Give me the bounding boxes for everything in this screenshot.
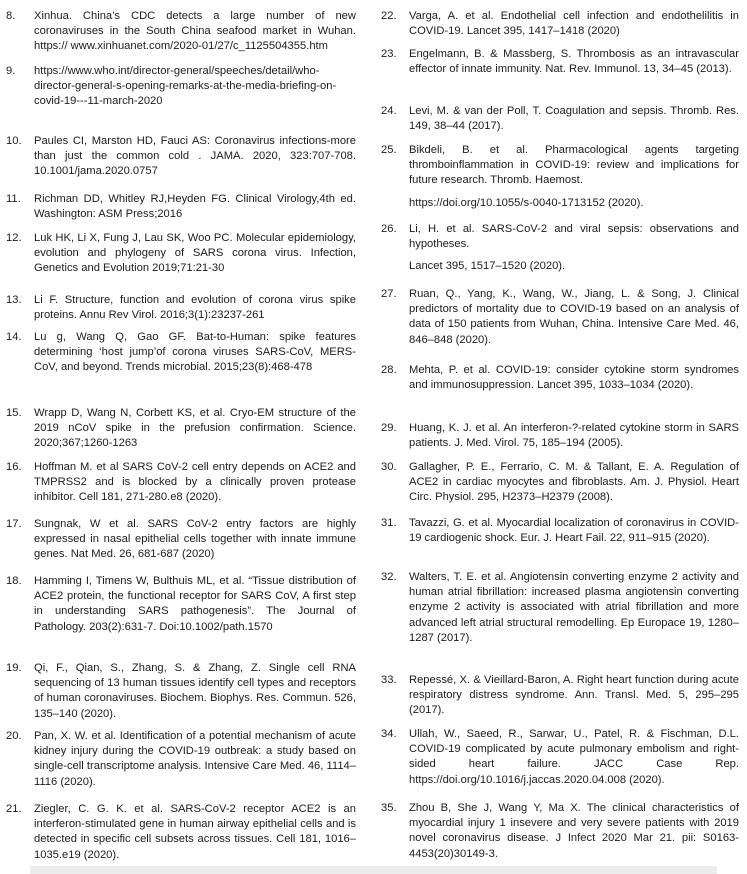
- reference-item: [6, 574, 356, 635]
- reference-item: [6, 293, 356, 323]
- reference-number: 29.: [381, 422, 397, 434]
- reference-number: 13.: [6, 294, 22, 306]
- reference-number: 10.: [6, 135, 22, 147]
- reference-number: 15.: [6, 407, 22, 419]
- reference-number: 35.: [381, 802, 397, 814]
- reference-text: Luk HK, Li X, Fung J, Lau SK, Woo PC. Molecular epidemiology, evolution and phylogeny of SARS corona virus. Infection, Genetics and Evolution 2019;71:21-30: [34, 232, 356, 275]
- reference-item: [381, 222, 739, 275]
- reference-item: [381, 9, 739, 39]
- reference-number: 11.: [6, 193, 21, 205]
- reference-number: 33.: [381, 674, 397, 686]
- reference-number: 16.: [6, 461, 22, 473]
- reference-number: 18.: [6, 575, 22, 587]
- reference-text: Engelmann, B. & Massberg, S. Thrombosis as an intravascular effector of innate immunity. Nat. Rev. Immunol. 13, 34–45 (2013).: [409, 48, 739, 76]
- reference-text: Hoffman M. et al SARS CoV-2 cell entry depends on ACE2 and TMPRSS2 and is blocked by a clinically proven protease inhibitor. Cell 181, 271-280.e8 (2020).: [34, 461, 356, 504]
- reference-text: Lu g, Wang Q, Gao GF. Bat-to-Human: spike features determining ‘host jump’of corona viruses SARS-CoV, MERS-CoV, and beyond. Trends microbial. 2015;23(8):468-478: [34, 331, 356, 374]
- reference-text: Gallagher, P. E., Ferrario, C. M. & Tallant, E. A. Regulation of ACE2 in cardiac myocytes and fibroblasts. Am. J. Physiol. Heart Circ. Physiol. 295, H2373–H2379 (2008).: [409, 461, 739, 504]
- reference-text: https://www.who.int/director-general/speeches/detail/who-director-general-s-opening-remarks-at-the-media-briefing-on-covid-19---11-march-2020: [34, 65, 337, 108]
- reference-item: [6, 406, 356, 452]
- reference-text: Bikdeli, B. et al. Pharmacological agents targeting thromboinflammation in COVID-19: review and implications for future research. Thromb. Haemost.: [409, 144, 739, 187]
- reference-number: 17.: [6, 518, 22, 530]
- reference-item: [6, 231, 356, 277]
- reference-text: Sungnak, W et al. SARS CoV-2 entry factors are highly expressed in nasal epithelial cells together with innate immune genes. Nat Med. 26, 681-687 (2020): [34, 518, 356, 561]
- reference-item: [381, 363, 739, 393]
- reference-text: Lancet 395, 1517–1520 (2020).: [409, 260, 566, 273]
- reference-item: [6, 729, 356, 790]
- reference-item: [381, 421, 739, 451]
- reference-item: [381, 287, 739, 348]
- reference-item: [381, 460, 739, 506]
- reference-number: 34.: [381, 728, 397, 740]
- reference-number: 14.: [6, 331, 22, 343]
- bottom-scroll-bar[interactable]: [30, 866, 717, 874]
- reference-item: [381, 104, 739, 134]
- reference-text: Li F. Structure, function and evolution of corona virus spike proteins. Annu Rev Virol. 2016;3(1):23237-261: [34, 294, 356, 322]
- reference-text: Ullah, W., Saeed, R., Sarwar, U., Patel, R. & Fischman, D.L. COVID-19 complicated by acute pulmonary embolism and right-sided heart failure. JACC Case Rep. https://doi.org/10.1016/j.jaccas.2020.04.008 (2020).: [409, 728, 739, 786]
- reference-text: Zhou B, She J, Wang Y, Ma X. The clinical characteristics of myocardial injury 1 insevere and very severe patients with 2019 novel coronavirus disease. J Infect 2020 Mar 21. pii: S0163-4453(20)30149-3.: [409, 802, 739, 860]
- reference-number: 31.: [381, 517, 397, 529]
- reference-text: Paules CI, Marston HD, Fauci AS: Coronavirus infections-more than just the common cold . JAMA. 2020, 323:707-708. 10.1001/jama.2020.0757: [34, 135, 356, 178]
- reference-text: Repessé, X. & Vieillard-Baron, A. Right heart function during acute respiratory distress syndrome. Ann. Transl. Med. 5, 295–295 (2017).: [409, 674, 739, 717]
- reference-text: Hamming I, Timens W, Bulthuis ML, et al. “Tissue distribution of ACE2 protein, the functional receptor for SARS CoV, A first step in understanding SARS pathogenesis”. The Journal of Pathology. 203(2):631-7. Doi:10.1002/path.1570: [34, 575, 356, 633]
- reference-number: 32.: [381, 571, 397, 583]
- reference-number: 23.: [381, 48, 397, 60]
- reference-item: [6, 460, 356, 506]
- reference-item: [6, 802, 356, 863]
- reference-item: [6, 134, 356, 180]
- reference-text: Walters, T. E. et al. Angiotensin converting enzyme 2 activity and human atrial fibrillation: increased plasma angiotensin converting enzyme 2 activity is associated with atrial fibrillation and more advanced left atrial structural remodelling. Ep Europace 19, 1280–1287 (2017).: [409, 571, 739, 644]
- reference-number: 21.: [6, 803, 22, 815]
- reference-item: [6, 192, 356, 222]
- reference-item: [381, 801, 739, 862]
- reference-number: 22.: [381, 10, 397, 22]
- reference-item: [6, 64, 356, 110]
- reference-text: Richman DD, Whitley RJ,Heyden FG. Clinical Virology,4th ed. Washington: ASM Press;2016: [34, 193, 356, 221]
- reference-item: [6, 9, 356, 55]
- reference-text: Mehta, P. et al. COVID-19: consider cytokine storm syndromes and immunosuppression. Lancet 395, 1033–1034 (2020).: [409, 364, 739, 392]
- reference-text: Xinhua. China’s CDC detects a large number of new coronaviruses in the South China seafood market in Wuhan. https:// www.xinhuanet.com/2020-01/27/c_1125504355.htm: [34, 10, 356, 53]
- reference-text: Varga, A. et al. Endothelial cell infection and endothelilitis in COVID-19. Lancet 395, 1417–1418 (2020): [409, 10, 739, 38]
- reference-number: 9.: [6, 65, 16, 77]
- reference-item: [6, 330, 356, 376]
- reference-item: [381, 673, 739, 719]
- reference-number: 26.: [381, 223, 397, 235]
- reference-number: 28.: [381, 364, 397, 376]
- reference-text: Li, H. et al. SARS-CoV-2 and viral sepsis: observations and hypotheses.: [409, 223, 739, 251]
- reference-item: [381, 570, 739, 646]
- reference-number: 20.: [6, 730, 22, 742]
- reference-number: 30.: [381, 461, 397, 473]
- reference-item: [381, 143, 739, 211]
- reference-text: Tavazzi, G. et al. Myocardial localization of coronavirus in COVID-19 cardiogenic shock. Eur. J. Heart Fail. 22, 911–915 (2020).: [409, 517, 739, 545]
- reference-item: [381, 516, 739, 546]
- reference-text: https://doi.org/10.1055/s-0040-1713152 (2020).: [409, 196, 644, 209]
- reference-number: 27.: [381, 288, 397, 300]
- reference-text: Qi, F., Qian, S., Zhang, S. & Zhang, Z. Single cell RNA sequencing of 13 human tissues identify cell types and receptors of human coronaviruses. Biochem. Biophys. Res. Commun. 526, 135–140 (2020).: [34, 662, 356, 720]
- reference-number: 19.: [6, 662, 22, 674]
- reference-number: 25.: [381, 144, 397, 156]
- reference-text: Ruan, Q., Yang, K., Wang, W., Jiang, L. & Song, J. Clinical predictors of mortality due to COVID-19 based on an analysis of data of 150 patients from Wuhan, China. Intensive Care Med. 46, 846–848 (2020).: [409, 288, 739, 346]
- reference-text: Pan, X. W. et al. Identification of a potential mechanism of acute kidney injury during the COVID-19 outbreak: a study based on single-cell transcriptome analysis. Intensive Care Med. 46, 1114–1116 (2020).: [34, 730, 356, 788]
- reference-item: [381, 727, 739, 788]
- reference-number: 24.: [381, 105, 397, 117]
- reference-text: Ziegler, C. G. K. et al. SARS-CoV-2 receptor ACE2 is an interferon-stimulated gene in human airway epithelial cells and is detected in specific cell subsets across tissues. Cell 181, 1016–1035.e19 (2020).: [34, 803, 356, 861]
- reference-number: 8.: [6, 10, 16, 22]
- reference-text: Levi, M. & van der Poll, T. Coagulation and sepsis. Thromb. Res. 149, 38–44 (2017).: [409, 105, 739, 133]
- reference-item: [6, 517, 356, 563]
- reference-number: 12.: [6, 232, 22, 244]
- reference-text: Wrapp D, Wang N, Corbett KS, et al. Cryo-EM structure of the 2019 nCoV spike in the prefusion confirmation. Science. 2020;367;1260-1263: [34, 407, 356, 450]
- reference-item: [381, 47, 739, 77]
- reference-item: [6, 661, 356, 722]
- reference-text: Huang, K. J. et al. An interferon-?-related cytokine storm in SARS patients. J. Med. Virol. 75, 185–194 (2005).: [409, 422, 739, 450]
